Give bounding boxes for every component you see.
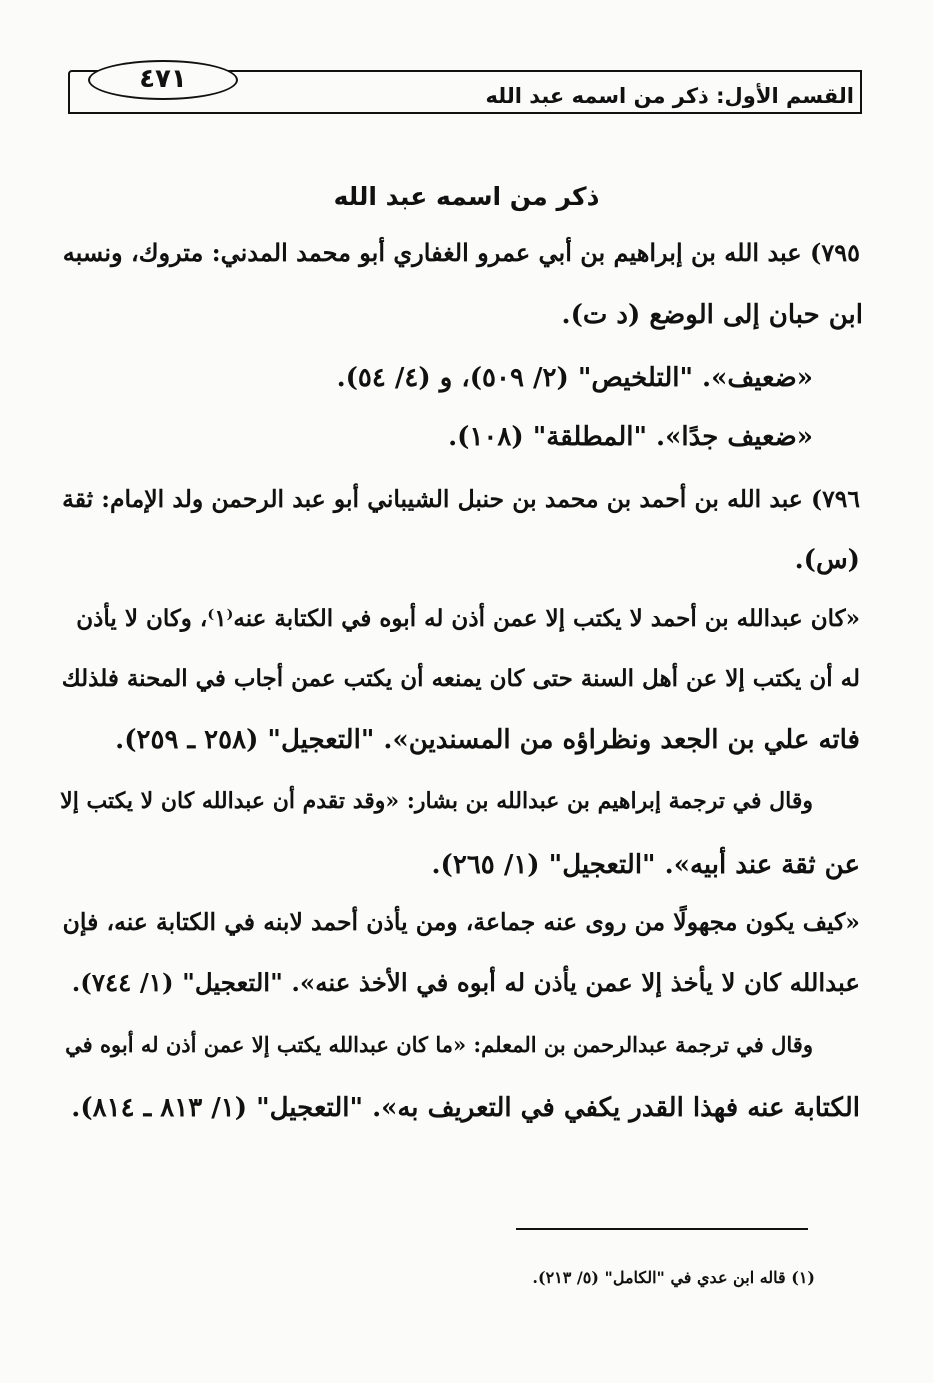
text-line: «كيف يكون مجهولًا من روى عنه جماعة، ومن يأذن أحمد لابنه في الكتابة عنه، فإن <box>62 908 860 936</box>
text-line: «كان عبدالله بن أحمد لا يكتب إلا عمن أذن له أبوه في الكتابة عنه⁽١⁾، وكان لا يأذن <box>76 605 860 632</box>
text-line: ٧٩٥) عبد الله بن إبراهيم بن أبي عمرو الغفاري أبو محمد المدني: متروك، ونسبه <box>62 238 860 267</box>
text-line: «ضعيف جدًا». "المطلقة" (١٠٨). <box>448 422 813 452</box>
section-title: ذكر من اسمه عبد الله <box>333 182 600 211</box>
running-title: القسم الأول: ذكر من اسمه عبد الله <box>485 84 854 108</box>
page-number: ٤٧١ <box>88 60 238 100</box>
running-header <box>68 64 862 114</box>
text-line: فاته علي بن الجعد ونظراؤه من المسندين». "التعجيل" (٢٥٨ ـ ٢٥٩). <box>115 725 860 755</box>
text-line: الكتابة عنه فهذا القدر يكفي في التعريف به». "التعجيل" (١/ ٨١٣ ـ ٨١٤). <box>71 1093 860 1123</box>
text-line: عن ثقة عند أبيه». "التعجيل" (١/ ٢٦٥). <box>431 850 860 880</box>
text-line: عبدالله كان لا يأخذ إلا عمن يأذن له أبوه في الأخذ عنه». "التعجيل" (١/ ٧٤٤). <box>71 968 860 997</box>
text-line: وقال في ترجمة عبدالرحمن بن المعلم: «ما كان عبدالله يكتب إلا عمن أذن له أبوه في <box>65 1032 813 1057</box>
footnote: (١) قاله ابن عدي في "الكامل" (٥/ ٢١٣). <box>532 1268 815 1287</box>
text-line: ٧٩٦) عبد الله بن أحمد بن محمد بن حنبل الشيباني أبو عبد الرحمن ولد الإمام: ثقة <box>62 485 860 513</box>
footnote-separator <box>516 1228 808 1230</box>
text-line: له أن يكتب إلا عن أهل السنة حتى كان يمنعه أن يكتب عمن أجاب في المحنة فلذلك <box>61 665 860 692</box>
text-line: ابن حبان إلى الوضع (د ت). <box>561 300 863 330</box>
text-line: (س). <box>794 545 860 575</box>
text-line: «ضعيف». "التلخيص" (٢/ ٥٠٩)، و (٤/ ٥٤). <box>336 363 813 393</box>
text-line: وقال في ترجمة إبراهيم بن عبدالله بن بشار: «وقد تقدم أن عبدالله كان لا يكتب إلا <box>60 788 813 814</box>
